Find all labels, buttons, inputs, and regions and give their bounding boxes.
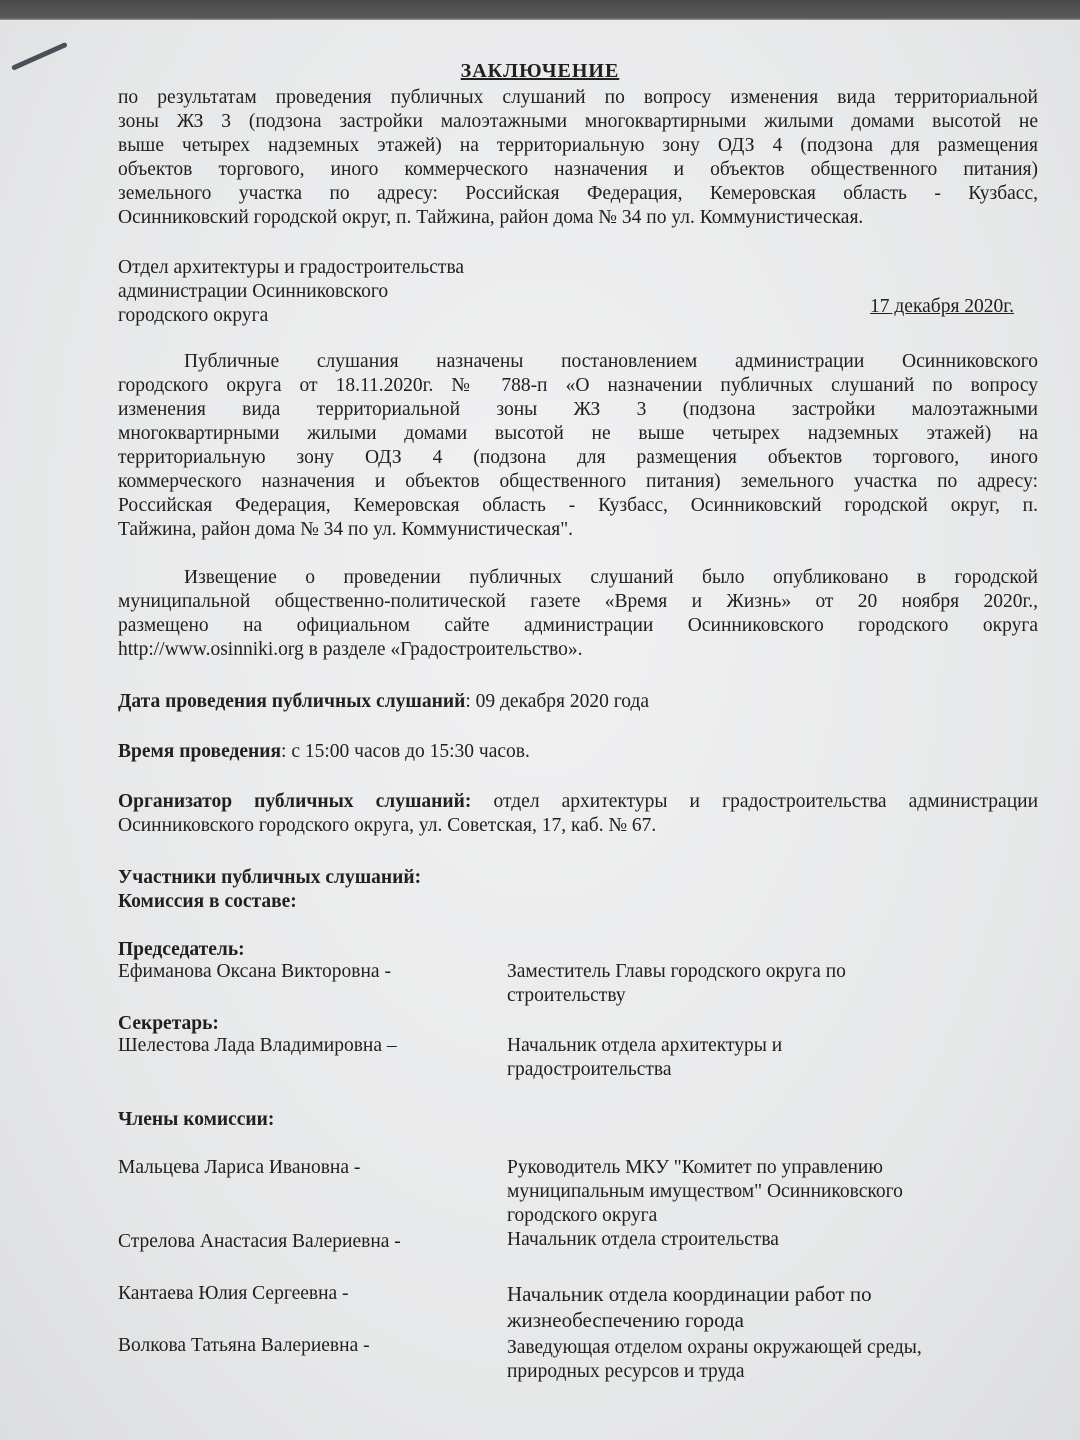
- participants-heading: Участники публичных слушаний:: [118, 867, 422, 888]
- member-role: жизнеобеспечению города: [507, 1308, 744, 1332]
- member-role: Начальник отдела строительства: [507, 1229, 779, 1250]
- member-role: природных ресурсов и труда: [507, 1361, 745, 1382]
- intro-line: объектов торгового, иного коммерческого назначения и объектов общественного питания): [118, 159, 1038, 180]
- member-role: Руководитель МКУ "Комитет по управлению: [507, 1157, 883, 1178]
- paragraph-line: Извещение о проведении публичных слушаний было опубликовано в городской: [184, 567, 1038, 588]
- secretary-heading: Секретарь:: [118, 1013, 219, 1034]
- member-role: Заведующая отделом охраны окружающей среды,: [507, 1337, 922, 1358]
- paragraph-line: муниципальной общественно-политической газете «Время и Жизнь» от 20 ноября 2020г.,: [118, 591, 1038, 612]
- organizer-value: отдел архитектуры и градостроительства администрации: [493, 791, 1038, 812]
- document-date: 17 декабря 2020г.: [870, 296, 1014, 317]
- commission-heading: Комиссия в составе:: [118, 891, 297, 912]
- intro-line: Осинниковский городской округ, п. Тайжина, район дома № 34 по ул. Коммунистическая.: [118, 207, 864, 228]
- chair-role: Заместитель Главы городского округа по: [507, 961, 846, 982]
- paragraph-line: городского округа от 18.11.2020г. № 788-п «О назначении публичных слушаний по вопросу: [118, 375, 1038, 396]
- paragraph-line: http://www.osinniki.org в разделе «Градостроительство».: [118, 639, 583, 660]
- chair-heading: Председатель:: [118, 939, 245, 960]
- intro-line: земельного участка по адресу: Российская Федерация, Кемеровская область - Кузбасс,: [118, 183, 1038, 204]
- member-name: Стрелова Анастасия Валериевна -: [118, 1231, 401, 1252]
- hearing-time: [118, 740, 530, 764]
- chair-role: строительству: [507, 985, 626, 1006]
- member-role: городского округа: [507, 1205, 658, 1226]
- member-role: Начальник отдела координации работ по: [507, 1282, 872, 1306]
- intro-line: зоны ЖЗ 3 (подзона застройки малоэтажными многоквартирными жилыми домами высотой не: [118, 111, 1038, 132]
- paragraph-line: Российская Федерация, Кемеровская область - Кузбасс, Осинниковский городской округ, п.: [118, 495, 1038, 516]
- chair-name: Ефиманова Оксана Викторовна -: [118, 961, 391, 982]
- secretary-role: Начальник отдела архитектуры и: [507, 1035, 783, 1056]
- paragraph-line: изменения вида территориальной зоны ЖЗ 3 (подзона застройки малоэтажными: [118, 399, 1038, 420]
- hearing-date: [118, 690, 649, 714]
- hearing-time-value: : с 15:00 часов до 15:30 часов.: [281, 741, 530, 762]
- organizer-label: Организатор публичных слушаний:: [118, 791, 472, 812]
- hearing-date-label: Дата проведения публичных слушаний: [118, 691, 466, 712]
- members-heading: Члены комиссии:: [118, 1109, 275, 1130]
- department-line: городского округа: [118, 305, 269, 326]
- secretary-role: градостроительства: [507, 1059, 672, 1080]
- department-line: Отдел архитектуры и градостроительства: [118, 257, 465, 278]
- paragraph-line: Тайжина, район дома № 34 по ул. Коммунистическая".: [118, 519, 574, 540]
- member-name: Волкова Татьяна Валериевна -: [118, 1335, 370, 1356]
- organizer-line-2: Осинниковского городского округа, ул. Советская, 17, каб. № 67.: [118, 815, 657, 836]
- member-role: муниципальным имуществом" Осинниковского: [507, 1181, 903, 1202]
- paragraph-line: Публичные слушания назначены постановлением администрации Осинниковского: [184, 351, 1038, 372]
- member-name: Мальцева Лариса Ивановна -: [118, 1157, 361, 1178]
- document-title: ЗАКЛЮЧЕНИЕ: [460, 60, 620, 82]
- paragraph-line: многоквартирными жилыми домами высотой не выше четырех надземных этажей) на: [118, 423, 1038, 444]
- paragraph-line: размещено на официальном сайте администрации Осинниковского городского округа: [118, 615, 1038, 636]
- paragraph-line: коммерческого назначения и объектов общественного питания) земельного участка по адресу:: [118, 471, 1038, 492]
- hearing-time-label: Время проведения: [118, 741, 282, 762]
- intro-line: выше четырех надземных этажей) на территориальную зону ОДЗ 4 (подзона для размещения: [118, 135, 1038, 156]
- secretary-name: Шелестова Лада Владимировна –: [118, 1035, 397, 1056]
- intro-line: по результатам проведения публичных слушаний по вопросу изменения вида территориальной: [118, 87, 1038, 108]
- department-line: администрации Осинниковского: [118, 281, 389, 302]
- organizer-line: [118, 790, 1038, 814]
- member-name: Кантаева Юлия Сергеевна -: [118, 1283, 349, 1304]
- hearing-date-value: : 09 декабря 2020 года: [465, 691, 650, 712]
- paragraph-line: территориальную зону ОДЗ 4 (подзона для размещения объектов торгового, иного: [118, 447, 1038, 468]
